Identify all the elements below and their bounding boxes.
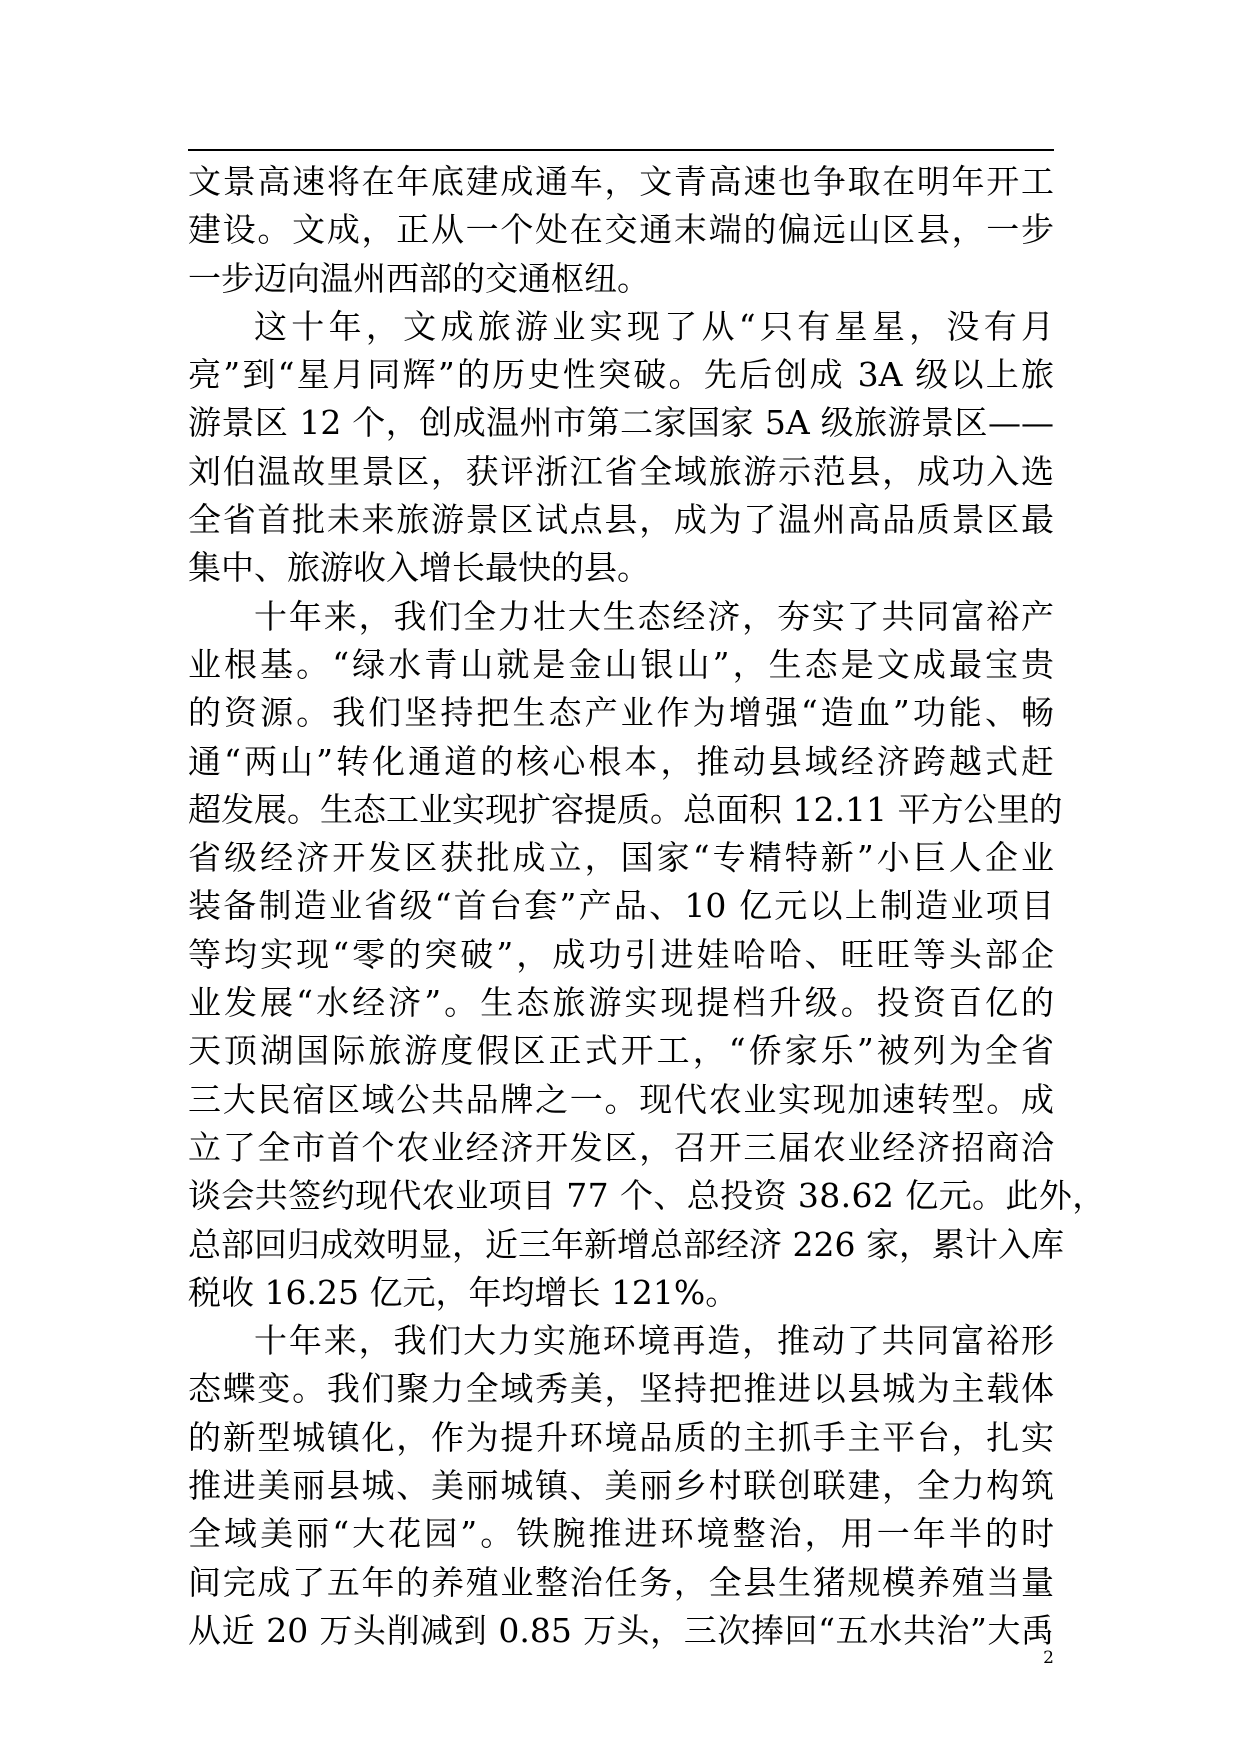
text-line: 超发展。生态工业实现扩容提质。总面积 12.11 平方公里的 xyxy=(188,789,1063,829)
text-line: 谈会共签约现代农业项目 77 个、总投资 38.62 亿元。此外， xyxy=(188,1176,1106,1216)
text-line: 税收 16.25 亿元，年均增长 121%。 xyxy=(188,1272,739,1312)
text-line: 亮”到“星月同辉”的历史性突破。先后创成 3A 级以上旅 xyxy=(188,355,1054,395)
text-line: 间完成了五年的养殖业整治任务，全县生猪规模养殖当量 xyxy=(188,1562,1054,1602)
text-line: 推进美丽县城、美丽城镇、美丽乡村联创联建，全力构筑 xyxy=(188,1466,1054,1506)
text-line: 立了全市首个农业经济开发区，召开三届农业经济招商洽 xyxy=(188,1127,1054,1167)
text-line: 态蝶变。我们聚力全域秀美，坚持把推进以县城为主载体 xyxy=(188,1369,1054,1409)
page-number: 2 xyxy=(1043,1648,1054,1668)
text-line: 这十年，文成旅游业实现了从“只有星星，没有月 xyxy=(254,306,1054,346)
text-line: 全省首批未来旅游景区试点县，成为了温州高品质景区最 xyxy=(188,500,1054,540)
text-line: 总部回归成效明显，近三年新增总部经济 226 家，累计入库 xyxy=(188,1224,1064,1264)
text-line: 集中、旅游收入增长最快的县。 xyxy=(188,548,650,588)
text-line: 游景区 12 个，创成温州市第二家国家 5A 级旅游景区—— xyxy=(188,403,1054,443)
text-line: 天顶湖国际旅游度假区正式开工，“侨家乐”被列为全省 xyxy=(188,1031,1054,1071)
body-text xyxy=(188,158,1106,1655)
text-line: 的资源。我们坚持把生态产业作为增强“造血”功能、畅 xyxy=(188,693,1054,733)
text-line: 全域美丽“大花园”。铁腕推进环境整治，用一年半的时 xyxy=(188,1514,1054,1554)
text-line: 一步迈向温州西部的交通枢纽。 xyxy=(188,258,650,298)
text-line: 文景高速将在年底建成通车，文青高速也争取在明年开工 xyxy=(188,162,1054,201)
text-line: 的新型城镇化，作为提升环境品质的主抓手主平台，扎实 xyxy=(188,1417,1054,1457)
text-line: 业根基。“绿水青山就是金山银山”，生态是文成最宝贵 xyxy=(188,644,1054,684)
text-line: 等均实现“零的突破”，成功引进娃哈哈、旺旺等头部企 xyxy=(188,934,1054,974)
text-line: 业发展“水经济”。生态旅游实现提档升级。投资百亿的 xyxy=(188,983,1054,1023)
text-line: 通“两山”转化通道的核心根本，推动县域经济跨越式赶 xyxy=(188,741,1054,781)
text-line: 刘伯温故里景区，获评浙江省全域旅游示范县，成功入选 xyxy=(188,451,1054,491)
text-line: 十年来，我们大力实施环境再造，推动了共同富裕形 xyxy=(254,1321,1054,1361)
text-line: 建设。文成，正从一个处在交通末端的偏远山区县，一步 xyxy=(188,210,1054,250)
text-line: 十年来，我们全力壮大生态经济，夯实了共同富裕产 xyxy=(254,596,1054,636)
text-line: 省级经济开发区获批成立，国家“专精特新”小巨人企业 xyxy=(188,838,1054,878)
header-rule xyxy=(188,149,1054,151)
text-line: 从近 20 万头削减到 0.85 万头，三次捧回“五水共治”大禹 xyxy=(188,1610,1054,1650)
text-line: 装备制造业省级“首台套”产品、10 亿元以上制造业项目 xyxy=(188,886,1054,926)
text-line: 三大民宿区域公共品牌之一。现代农业实现加速转型。成 xyxy=(188,1079,1054,1119)
